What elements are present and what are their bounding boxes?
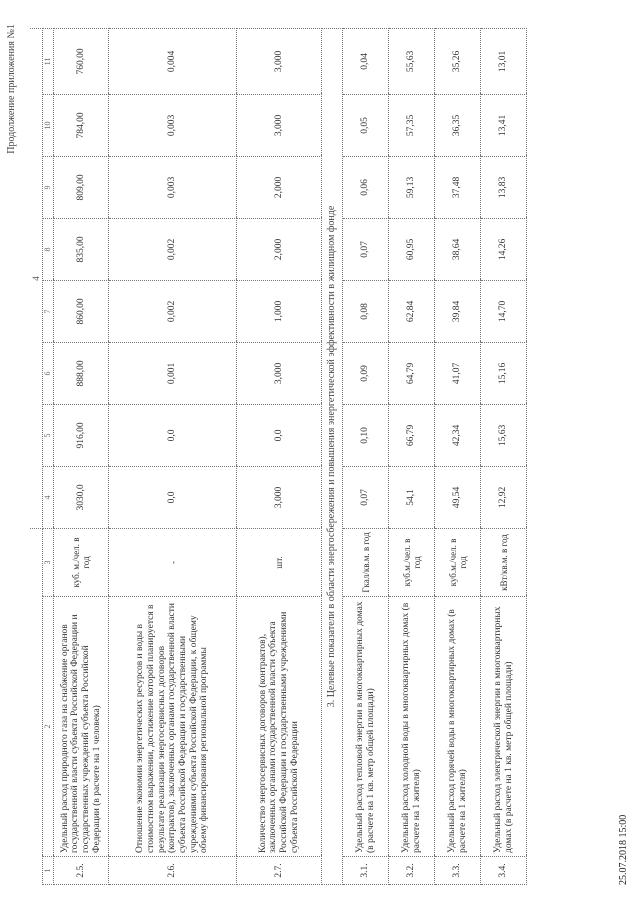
row-value: 49,54 (435, 466, 481, 528)
row-value: 2,000 (237, 156, 322, 218)
row-value: 0,10 (343, 404, 389, 466)
row-value: 35,26 (435, 28, 481, 94)
row-name: Отношение экономии энергетических ресурсов и воды в стоимостном выражении, достижение которой планируется в результате реализации энергосервисных договоров (контрактов), заключенных органами государственной власти субъекта Российской Федерации и государственными учреждениями субъекта Российской Федерации, к общему объему финансирования региональной программы (109, 597, 237, 857)
row-value: 809,00 (54, 156, 109, 218)
row-value: 3,000 (237, 342, 322, 404)
column-number: 5 (43, 404, 54, 466)
table-row (481, 28, 527, 884)
row-value: 3,000 (237, 28, 322, 94)
row-name: Удельный расход тепловой энергии в многоквартирных домах (в расчете на 1 кв. метр общей площади) (343, 597, 389, 857)
row-value: 0,002 (109, 218, 237, 280)
row-name: Количество энергосервисных договоров (контрактов), заключенных органами государственной власти субъекта Российской Федерации и государственными учреждениями субъекта Российской Федерации (237, 597, 322, 857)
row-value: 15,16 (481, 342, 527, 404)
row-value: 14,70 (481, 280, 527, 342)
row-value: 3,000 (237, 94, 322, 156)
top-header-number: 4 (30, 28, 43, 528)
footer-date: 25.07.2018 15:00 (618, 814, 629, 885)
row-value: 0,06 (343, 156, 389, 218)
table-row (389, 28, 435, 884)
row-value: 55,63 (389, 28, 435, 94)
section-title-row (322, 28, 343, 884)
row-value: 0,004 (109, 28, 237, 94)
row-value: 3030,0 (54, 466, 109, 528)
row-value: 54,1 (389, 466, 435, 528)
row-value: 0,0 (109, 404, 237, 466)
row-value: 62,84 (389, 280, 435, 342)
row-value: 59,13 (389, 156, 435, 218)
section-title: 3. Целевые показатели в области энергосбережения и повышения энергетической эффективности в жилищном фонде (322, 28, 343, 884)
row-unit: куб.м./чел. в год (389, 528, 435, 596)
row-code: 3.2. (389, 857, 435, 885)
row-code: 3.3. (435, 857, 481, 885)
table-row (54, 28, 109, 884)
row-value: 835,00 (54, 218, 109, 280)
row-value: 39,84 (435, 280, 481, 342)
row-value: 57,35 (389, 94, 435, 156)
appendix-note: Продолжение приложения №1 (6, 24, 17, 154)
row-code: 2.5. (54, 857, 109, 885)
table-row (435, 28, 481, 884)
column-number: 6 (43, 342, 54, 404)
row-value: 888,00 (54, 342, 109, 404)
column-number: 4 (43, 466, 54, 528)
column-number: 8 (43, 218, 54, 280)
row-name: Удельный расход электрической энергии в многоквартирных домах (в расчете на 1 кв. метр общей площади) (481, 597, 527, 857)
row-value: 0,05 (343, 94, 389, 156)
column-number: 11 (43, 28, 54, 94)
row-code: 3.1. (343, 857, 389, 885)
row-value: 3,000 (237, 466, 322, 528)
row-value: 2,000 (237, 218, 322, 280)
row-code: 2.7. (237, 857, 322, 885)
row-value: 15,63 (481, 404, 527, 466)
row-value: 760,00 (54, 28, 109, 94)
row-name: Удельный расход горячей воды в многоквартирных домах (в расчете на 1 жителя) (435, 597, 481, 857)
column-number-row (43, 28, 54, 884)
row-value: 0,04 (343, 28, 389, 94)
row-value: 0,002 (109, 280, 237, 342)
row-value: 60,95 (389, 218, 435, 280)
row-code: 3.4. (481, 857, 527, 885)
row-value: 42,34 (435, 404, 481, 466)
row-unit: куб.м./чел. в год (435, 528, 481, 596)
column-number: 7 (43, 280, 54, 342)
row-unit: - (109, 528, 237, 596)
row-value: 38,64 (435, 218, 481, 280)
row-value: 14,26 (481, 218, 527, 280)
column-number: 3 (43, 528, 54, 596)
indicators-table (30, 28, 527, 885)
row-unit: кВт/кв.м. в год (481, 528, 527, 596)
row-value: 860,00 (54, 280, 109, 342)
row-value: 0,003 (109, 156, 237, 218)
row-unit: шт. (237, 528, 322, 596)
row-value: 41,07 (435, 342, 481, 404)
row-value: 0,001 (109, 342, 237, 404)
row-value: 36,35 (435, 94, 481, 156)
column-number: 9 (43, 156, 54, 218)
column-number: 10 (43, 94, 54, 156)
row-unit: Гкал/кв.м. в год (343, 528, 389, 596)
row-value: 0,0 (237, 404, 322, 466)
row-value: 37,48 (435, 156, 481, 218)
indicators-table-wrap (30, 29, 527, 885)
row-value: 916,00 (54, 404, 109, 466)
row-value: 784,00 (54, 94, 109, 156)
row-value: 1,000 (237, 280, 322, 342)
row-name: Удельный расход холодной воды в многоквартирных домах (в расчете на 1 жителя) (389, 597, 435, 857)
column-number: 1 (43, 857, 54, 885)
row-value: 13,83 (481, 156, 527, 218)
row-code: 2.6. (109, 857, 237, 885)
row-name: Удельный расход природного газа на снабжение органов государственной власти субъекта Российской Федерации и государственных учреждений субъекта Российской Федерации (в расчете на 1 человека) (54, 597, 109, 857)
table-row (237, 28, 322, 884)
row-value: 64,79 (389, 342, 435, 404)
row-value: 0,09 (343, 342, 389, 404)
table-row (343, 28, 389, 884)
row-value: 13,41 (481, 94, 527, 156)
column-number: 2 (43, 597, 54, 857)
row-value: 13,01 (481, 28, 527, 94)
table-row (109, 28, 237, 884)
row-unit: куб. м./чел. в год (54, 528, 109, 596)
row-value: 0,0 (109, 466, 237, 528)
row-value: 0,08 (343, 280, 389, 342)
row-value: 0,07 (343, 218, 389, 280)
row-value: 66,79 (389, 404, 435, 466)
row-value: 0,07 (343, 466, 389, 528)
row-value: 0,003 (109, 94, 237, 156)
row-value: 12,92 (481, 466, 527, 528)
